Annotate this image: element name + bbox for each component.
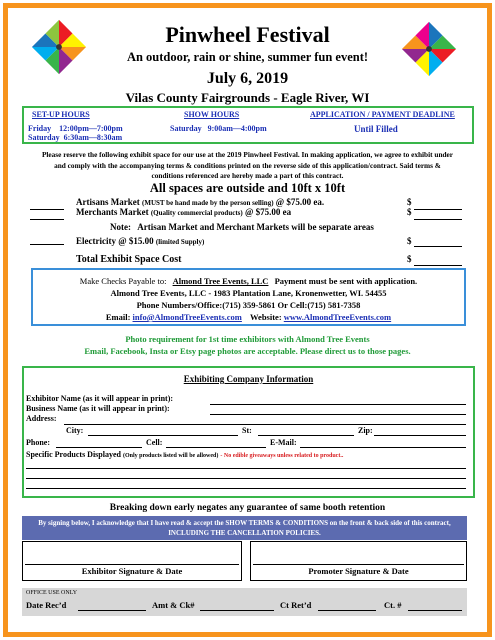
hours-box <box>22 106 474 144</box>
exhibitor-signature-box[interactable] <box>22 541 242 581</box>
exhibitor-name-field[interactable] <box>210 404 466 405</box>
st-field[interactable] <box>258 435 354 436</box>
amt-ck-field[interactable] <box>200 610 274 611</box>
products-field-1[interactable] <box>26 468 466 469</box>
products-note: (Only products listed will be allowed) <box>122 453 219 459</box>
artisans-qty-blank[interactable] <box>30 209 64 210</box>
payable-suffix: Payment must be sent with application. <box>274 276 418 286</box>
zip-field[interactable] <box>374 435 466 436</box>
page-title: Pinwheel Festival <box>165 22 330 47</box>
merchants-line <box>76 207 291 217</box>
payable-prefix: Make Checks Payable to: <box>79 276 167 286</box>
phone-numbers: Phone Numbers/Office:(715) 359-5861 Or Cell:(715) 581-7358 <box>136 300 361 310</box>
payable-name: Almond Tree Events, LLC <box>172 276 269 286</box>
merchants-label: Merchants Market <box>76 207 149 217</box>
setup-saturday: Saturday 6:30am—8:30am <box>28 133 123 142</box>
date-recd-label: Date Rec’d <box>26 600 67 610</box>
deadline-heading: APPLICATION / PAYMENT DEADLINE <box>310 110 455 119</box>
promoter-signature-label: Promoter Signature & Date <box>308 566 409 576</box>
markets-note: Note: Artisan Market and Merchant Markets will be separate areas <box>110 222 374 232</box>
promoter-signature-line <box>253 564 464 565</box>
exhibitor-info-box <box>22 366 475 498</box>
show-hours-heading: SHOW HOURS <box>184 110 240 119</box>
business-name-label: Business Name (as it will appear in print): <box>26 404 170 413</box>
spaces-heading: All spaces are outside and 10ft x 10ft <box>149 181 346 195</box>
total-dollar: $ <box>407 254 412 264</box>
show-saturday: Saturday 9:00am—4:00pm <box>170 124 267 133</box>
artisans-price: @ $75.00 ea. <box>275 197 325 207</box>
cell-label: Cell: <box>146 438 163 447</box>
artisans-line <box>76 197 324 207</box>
city-field[interactable] <box>88 435 238 436</box>
exhibitor-name-label: Exhibitor Name (as it will appear in print): <box>26 394 174 403</box>
artisans-total-blank[interactable] <box>414 209 462 210</box>
merchants-qty-blank[interactable] <box>30 219 64 220</box>
electricity-total-blank[interactable] <box>414 246 462 247</box>
ct-retd-label: Ct Ret’d <box>280 600 312 610</box>
event-venue: Vilas County Fairgrounds - Eagle River, WI <box>125 90 370 105</box>
email-label: Email: <box>105 312 131 322</box>
address-field[interactable] <box>64 424 466 425</box>
merchants-total-blank[interactable] <box>414 219 462 220</box>
city-label: City: <box>66 426 84 435</box>
products-line <box>26 450 343 459</box>
zip-label: Zip: <box>358 426 373 435</box>
total-label: Total Exhibit Space Cost <box>76 254 182 265</box>
deadline-value: Until Filled <box>354 124 398 134</box>
payable-line <box>33 276 464 286</box>
event-date: July 6, 2019 <box>206 70 289 87</box>
email-link[interactable]: info@AlmondTreeEvents.com <box>132 312 242 322</box>
electricity-qty-blank[interactable] <box>30 244 64 245</box>
setup-hours-heading: SET-UP HOURS <box>32 110 90 119</box>
amt-ck-label: Amt & Ck# <box>152 600 195 610</box>
exhibitor-signature-line <box>25 564 239 565</box>
email-field-label: E-Mail: <box>270 438 297 447</box>
address-label: Address: <box>26 414 57 423</box>
website-link[interactable]: www.AlmondTreeEvents.com <box>283 312 392 322</box>
electricity-line <box>76 236 204 246</box>
merchants-note: (Quality commercial products) <box>150 209 243 217</box>
merchants-price: @ $75.00 ea <box>244 207 292 217</box>
artisans-dollar: $ <box>407 197 412 207</box>
phone-label: Phone: <box>26 438 50 447</box>
electricity-label: Electricity @ $15.00 <box>76 236 154 246</box>
photo-accepted: Email, Facebook, Insta or Etsy page photos are acceptable. Please direct us to those pages. <box>84 346 411 356</box>
cell-field[interactable] <box>166 447 266 448</box>
products-field-3[interactable] <box>26 488 466 489</box>
office-use-heading: OFFICE USE ONLY <box>26 590 78 596</box>
merchants-dollar: $ <box>407 207 412 217</box>
mailing-address: Almond Tree Events, LLC - 1983 Plantation Lane, Kronenwetter, WI. 54455 <box>110 288 387 298</box>
office-use-box <box>22 588 467 616</box>
promoter-signature-box[interactable] <box>250 541 467 581</box>
electricity-dollar: $ <box>407 236 412 246</box>
exhibitor-signature-label: Exhibitor Signature & Date <box>81 566 183 576</box>
reserve-text: Please reserve the following exhibit space for our use at the 2019 Pinwheel Festival. In making application, we agree to exhibit under and comply with the accompanying terms & conditions printed on the reverse side of this application/contract. Said terms & conditions referenced are hereby made a part of this contract. <box>41 150 454 180</box>
business-name-field[interactable] <box>210 414 466 415</box>
phone-field[interactable] <box>56 447 142 448</box>
photo-requirement: Photo requirement for 1st time exhibitors with Almond Tree Events <box>125 334 370 344</box>
exhibitor-heading: Exhibiting Company Information <box>183 374 314 384</box>
email-field[interactable] <box>300 447 466 448</box>
electricity-note: (limited Supply) <box>155 238 205 246</box>
breakdown-notice: Breaking down early negates any guarantee of same booth retention <box>109 503 386 513</box>
ct-num-field[interactable] <box>408 610 462 611</box>
artisans-label: Artisans Market <box>76 197 140 207</box>
agreement-banner: By signing below, I acknowledge that I have read & accept the SHOW TERMS & CONDITIONS on the front & back side of this contract, INCLUDING THE CANCELLATION POLICIES. <box>22 516 467 540</box>
page-subtitle: An outdoor, rain or shine, summer fun event! <box>126 50 369 64</box>
payment-box <box>31 268 466 326</box>
date-recd-field[interactable] <box>78 610 146 611</box>
st-label: St: <box>242 426 252 435</box>
products-warning: - No edible giveaways unless related to product.. <box>220 453 344 459</box>
products-label: Specific Products Displayed <box>26 450 121 459</box>
artisans-note: (MUST be hand made by the person selling) <box>142 199 274 207</box>
contact-line <box>33 312 464 322</box>
ct-retd-field[interactable] <box>318 610 376 611</box>
total-blank[interactable] <box>414 265 462 266</box>
setup-friday: Friday 12:00pm—7:00pm <box>28 124 123 133</box>
products-field-2[interactable] <box>26 478 466 479</box>
website-label: Website: <box>250 312 282 322</box>
ct-num-label: Ct. # <box>384 600 402 610</box>
